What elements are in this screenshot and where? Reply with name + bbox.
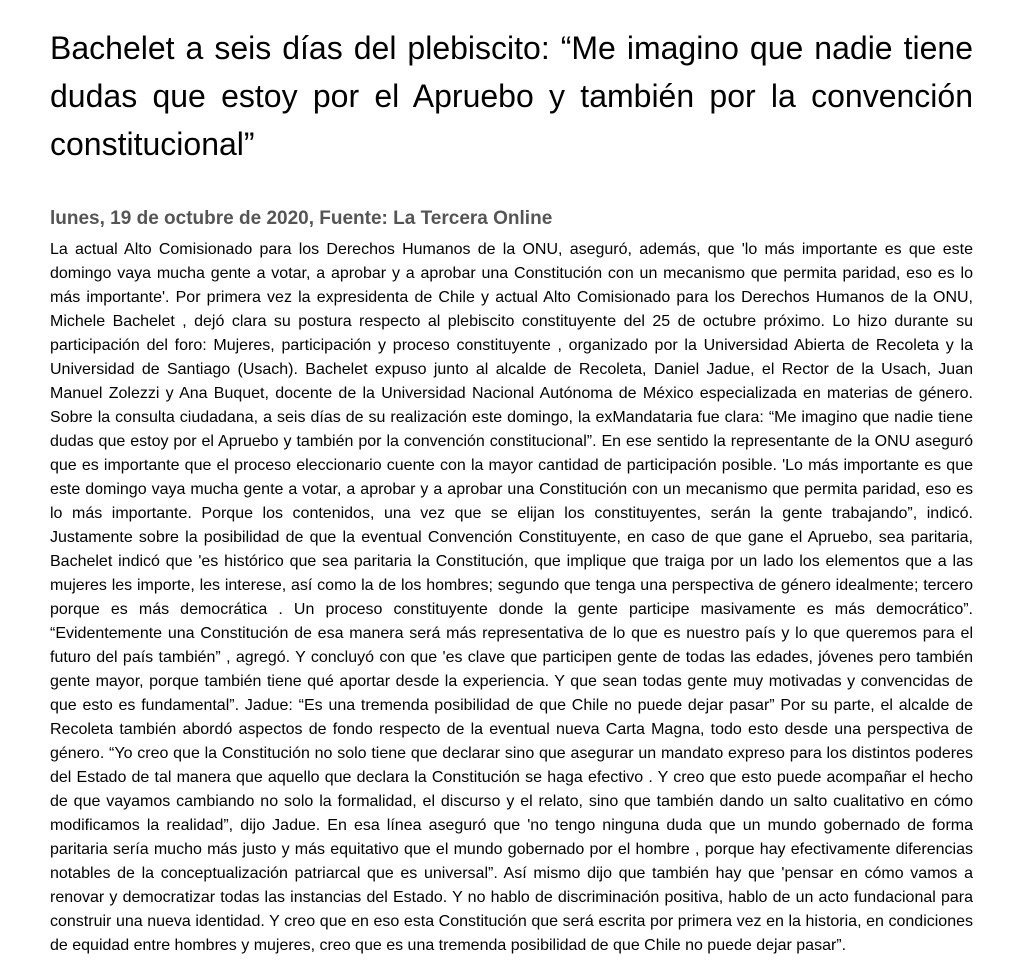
article-body: La actual Alto Comisionado para los Derechos Humanos de la ONU, aseguró, además, que 'lo más importante es que este domingo vaya mucha gente a votar, a aprobar y a aprobar una Constitución con un mecanismo que permita paridad, eso es lo más importante'. Por primera vez la expresidenta de Chile y actual Alto Comisionado para los Derechos Humanos de la ONU, Michele Bachelet , dejó clara su postura respecto al plebiscito constituyente del 25 de octubre próximo. Lo hizo durante su participación del foro: Mujeres, participación y proceso constituyente , organizado por la Universidad Abierta de Recoleta y la Universidad de Santiago (Usach). Bachelet expuso junto al alcalde de Recoleta, Daniel Jadue, el Rector de la Usach, Juan Manuel Zolezzi y Ana Buquet, docente de la Universidad Nacional Autónoma de México especializada en materias de género. Sobre la consulta ciudadana, a seis días de su realización este domingo, la exMandataria fue clara: “Me imagino que nadie tiene dudas que estoy por el Apruebo y también por la convención constitucional”. En ese sentido la representante de la ONU aseguró que es importante que el proceso eleccionario cuente con la mayor cantidad de participación posible. 'Lo más importante es que este domingo vaya mucha gente a votar, a aprobar y a aprobar una Constitución con un mecanismo que permita paridad, eso es lo más importante. Porque los contenidos, una vez que se elijan los constituyentes, serán la gente trabajando”, indicó. Justamente sobre la posibilidad de que la eventual Convención Constituyente, en caso de que gane el Apruebo, sea paritaria, Bachelet indicó que 'es histórico que sea paritaria la Constitución, que implique que traiga por un lado los elementos que a las mujeres les importe, les interese, así como la de los hombres; segundo que tenga una perspectiva de género idealmente; tercero porque es más democrática . Un proceso constituyente donde la gente participe masivamente es más democrático”. “Evidentemente una Constitución de esa manera será más representativa de lo que es nuestro país y lo que queremos para el futuro del país también” , agregó. Y concluyó con que 'es clave que participen gente de todas las edades, jóvenes pero también gente mayor, porque también tiene qué aportar desde la experiencia. Y que sean todas gente muy motivadas y convencidas de que esto es fundamental”. Jadue: “Es una tremenda posibilidad de que Chile no puede dejar pasar” Por su parte, el alcalde de Recoleta también abordó aspectos de fondo respecto de la eventual nueva Carta Magna, todo esto desde una perspectiva de género. “Yo creo que la Constitución no solo tiene que declarar sino que asegurar un mandato expreso para los distintos poderes del Estado de tal manera que aquello que declara la Constitución se haga efectivo . Y creo que esto puede acompañar el hecho de que vayamos cambiando no solo la formalidad, el discurso y el relato, sino que también dando un salto cualitativo en cómo modificamos la realidad”, dijo Jadue. En esa línea aseguró que 'no tengo ninguna duda que un mundo gobernado de forma paritaria sería mucho más justo y más equitativo que el mundo gobernado por el hombre , porque hay efectivamente diferencias notables de la conceptualización patriarcal que es universal”. Así mismo dijo que también hay que 'pensar en cómo vamos a renovar y democratizar todas las instancias del Estado. Y no hablo de discriminación positiva, hablo de un acto fundacional para construir una nueva identidad. Y creo que en eso esta Constitución que será escrita por primera vez en la historia, en condiciones de equidad entre hombres y mujeres, creo que es una tremenda posibilidad de que Chile no puede dejar pasar”. (50, 241, 973, 954)
article-headline: Bachelet a seis días del plebiscito: “Me imagino que nadie tiene dudas que estoy por el Apruebo y también por la convención constitucional” (50, 30, 973, 162)
news-article (50, 24, 973, 958)
article-date-source: lunes, 19 de octubre de 2020, Fuente: La Tercera Online (50, 208, 553, 229)
